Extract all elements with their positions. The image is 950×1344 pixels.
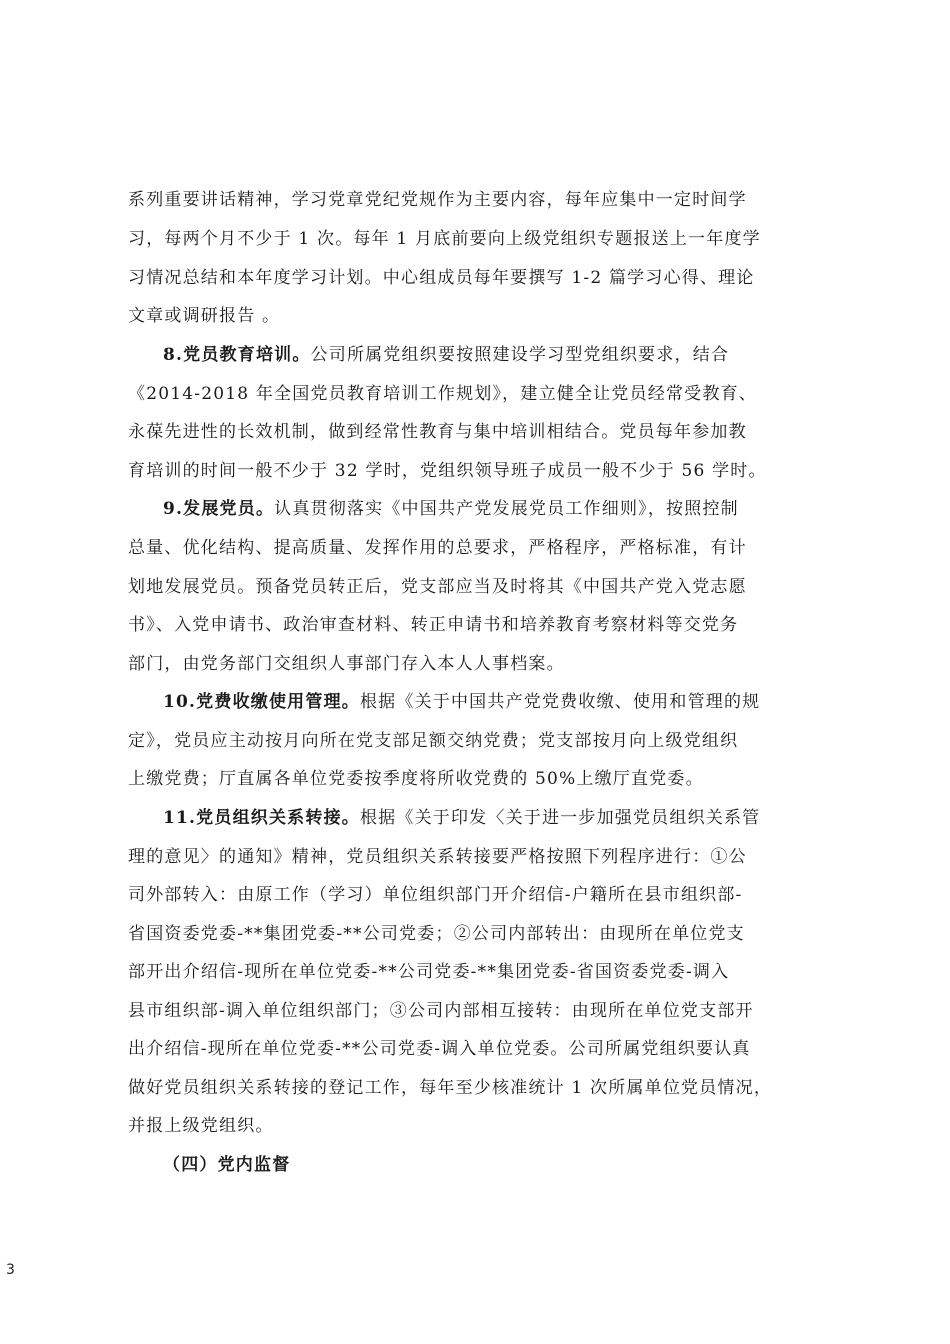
paragraph-line: 永葆先进性的长效机制，做到经常性教育与集中培训相结合。党员每年参加教 <box>128 422 747 442</box>
paragraph-first-line <box>163 497 840 521</box>
paragraph-line: 做好党员组织关系转接的登记工作，每年至少核准统计 1 次所属单位党员情况， <box>128 1078 773 1098</box>
paragraph-line: 部门，由党务部门交组织人事部门存入本人人事档案。 <box>128 654 565 674</box>
paragraph-text: 认真贯彻落实《中国共产党发展党员工作细则》，按照控制 <box>274 499 739 519</box>
paragraph-line: 育培训的时间一般不少于 32 学时，党组织领导班子成员一般不少于 56 学时。 <box>128 461 767 481</box>
paragraph-line: 省国资委党委-**集团党委-**公司党委；②公司内部转出：由现所在单位党支 <box>128 924 745 944</box>
item-11-title: 11.党员组织关系转接。 <box>163 808 360 828</box>
paragraph-line: 文章或调研报告 。 <box>128 306 281 326</box>
paragraph-text: 公司所属党组织要按照建设学习型党组织要求，结合 <box>310 345 730 365</box>
page-number: 3 <box>6 1262 15 1278</box>
paragraph-first-line <box>163 343 840 367</box>
paragraph-first-line <box>163 690 840 714</box>
item-9-title: 9.发展党员。 <box>163 499 275 519</box>
paragraph-line: 划地发展党员。预备党员转正后，党支部应当及时将其《中国共产党入党志愿 <box>128 577 747 597</box>
paragraph-line: 司外部转入：由原工作（学习）单位组织部门开介绍信-户籍所在县市组织部- <box>128 885 743 905</box>
paragraph-line: 理的意见〉的通知》精神，党员组织关系转接要严格按照下列程序进行：①公 <box>128 847 747 867</box>
section-heading: （四）党内监督 <box>163 1155 291 1175</box>
paragraph-line: 总量、优化结构、提高质量、发挥作用的总要求，严格程序，严格标准，有计 <box>128 538 747 558</box>
paragraph-text: 根据《关于中国共产党党费收缴、使用和管理的规 <box>359 692 761 712</box>
paragraph-line: 习情况总结和本年度学习计划。中心组成员每年要撰写 1-2 篇学习心得、理论 <box>128 268 755 288</box>
paragraph-line: 出介绍信-现所在单位党委-**公司党委-调入单位党委。公司所属党组织要认真 <box>128 1039 751 1059</box>
paragraph-line: 县市组织部-调入单位组织部门；③公司内部相互接转：由现所在单位党支部开 <box>128 1001 754 1021</box>
paragraph-line: 部开出介绍信-现所在单位党委-**公司党委-**集团党委-省国资委党委-调入 <box>128 962 730 982</box>
paragraph-line: 书》、入党申请书、政治审查材料、转正申请书和培养教育考察材料等交党务 <box>128 615 739 635</box>
paragraph-line: 上缴党费；厅直属各单位党委按季度将所收党费的 50%上缴厅直党委。 <box>128 769 704 789</box>
paragraph-first-line <box>163 806 840 830</box>
paragraph-line: 并报上级党组织。 <box>128 1116 274 1136</box>
paragraph-line: 定》，党员应主动按月向所在党支部足额交纳党费；党支部按月向上级党组织 <box>128 731 739 751</box>
paragraph-line: 系列重要讲话精神，学习党章党纪党规作为主要内容，每年应集中一定时间学 <box>128 190 747 210</box>
item-10-title: 10.党费收缴使用管理。 <box>163 692 360 712</box>
paragraph-line: 习，每两个月不少于 1 次。每年 1 月底前要向上级党组织专题报送上一年度学 <box>128 229 761 249</box>
paragraph-line: 《2014-2018 年全国党员教育培训工作规划》，建立健全让党员经常受教育、 <box>128 384 757 404</box>
item-8-title: 8.党员教育培训。 <box>163 345 311 365</box>
paragraph-text: 根据《关于印发〈关于进一步加强党员组织关系管 <box>359 808 761 828</box>
